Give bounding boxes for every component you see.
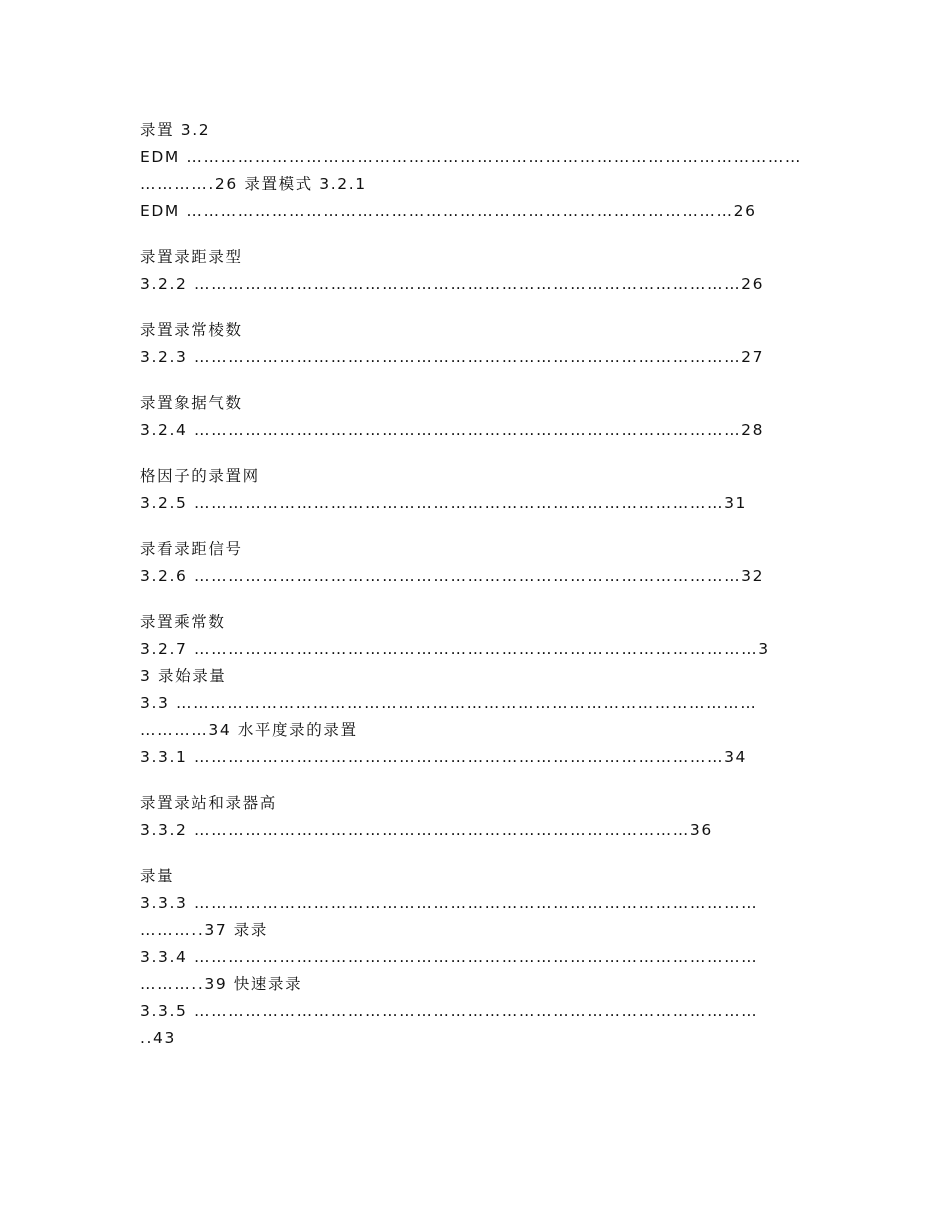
toc-spacer: [140, 225, 812, 244]
toc-spacer: [140, 517, 812, 536]
toc-line: EDM ……………………………………………………………………………………26: [140, 202, 757, 220]
toc-line: 3.3 …………………………………………………………………………………………: [140, 694, 758, 712]
toc-line: 3.3.3 ………………………………………………………………………………………: [140, 894, 759, 912]
toc-line: 录置 3.2: [140, 121, 211, 139]
toc-line: …………34 水平度录的录置: [140, 721, 358, 739]
toc-spacer: [140, 371, 812, 390]
toc-line: 录置录距录型: [140, 248, 243, 266]
toc-spacer: [140, 771, 812, 790]
toc-spacer: [140, 298, 812, 317]
toc-line: 录置录站和录器高: [140, 794, 277, 812]
toc-line: ..43: [140, 1029, 176, 1047]
toc-line: 3.3.1 …………………………………………………………………………………34: [140, 748, 747, 766]
toc-line: 3.2.3 ……………………………………………………………………………………27: [140, 348, 765, 366]
toc-line: ………..37 录录: [140, 921, 269, 939]
toc-line: 录量: [140, 867, 175, 885]
toc-line: 录置录常棱数: [140, 321, 243, 339]
toc-line: 3.3.5 ………………………………………………………………………………………: [140, 1002, 759, 1020]
toc-line: 格因子的录置网: [140, 467, 260, 485]
toc-line: 3.2.5 …………………………………………………………………………………31: [140, 494, 747, 512]
toc-line: 3.2.7 ………………………………………………………………………………………3: [140, 640, 770, 658]
toc-line: 3.3.4 ………………………………………………………………………………………: [140, 948, 759, 966]
toc-line: 录置乘常数: [140, 613, 226, 631]
toc-spacer: [140, 844, 812, 863]
toc-line: 录看录距信号: [140, 540, 243, 558]
toc-line: 3 录始录量: [140, 667, 227, 685]
toc-line: 3.2.6 ……………………………………………………………………………………32: [140, 567, 765, 585]
toc-line: 3.2.2 ……………………………………………………………………………………26: [140, 275, 765, 293]
toc-line: EDM ………………………………………………………………………………………………: [140, 148, 803, 166]
toc-line: ………..39 快速录录: [140, 975, 303, 993]
toc-line: 3.3.2 ……………………………………………………………………………36: [140, 821, 713, 839]
toc-spacer: [140, 590, 812, 609]
toc-line: ………….26 录置模式 3.2.1: [140, 175, 367, 193]
toc-line: 录置象据气数: [140, 394, 243, 412]
table-of-contents: [140, 117, 812, 1052]
toc-spacer: [140, 444, 812, 463]
toc-line: 3.2.4 ……………………………………………………………………………………28: [140, 421, 765, 439]
